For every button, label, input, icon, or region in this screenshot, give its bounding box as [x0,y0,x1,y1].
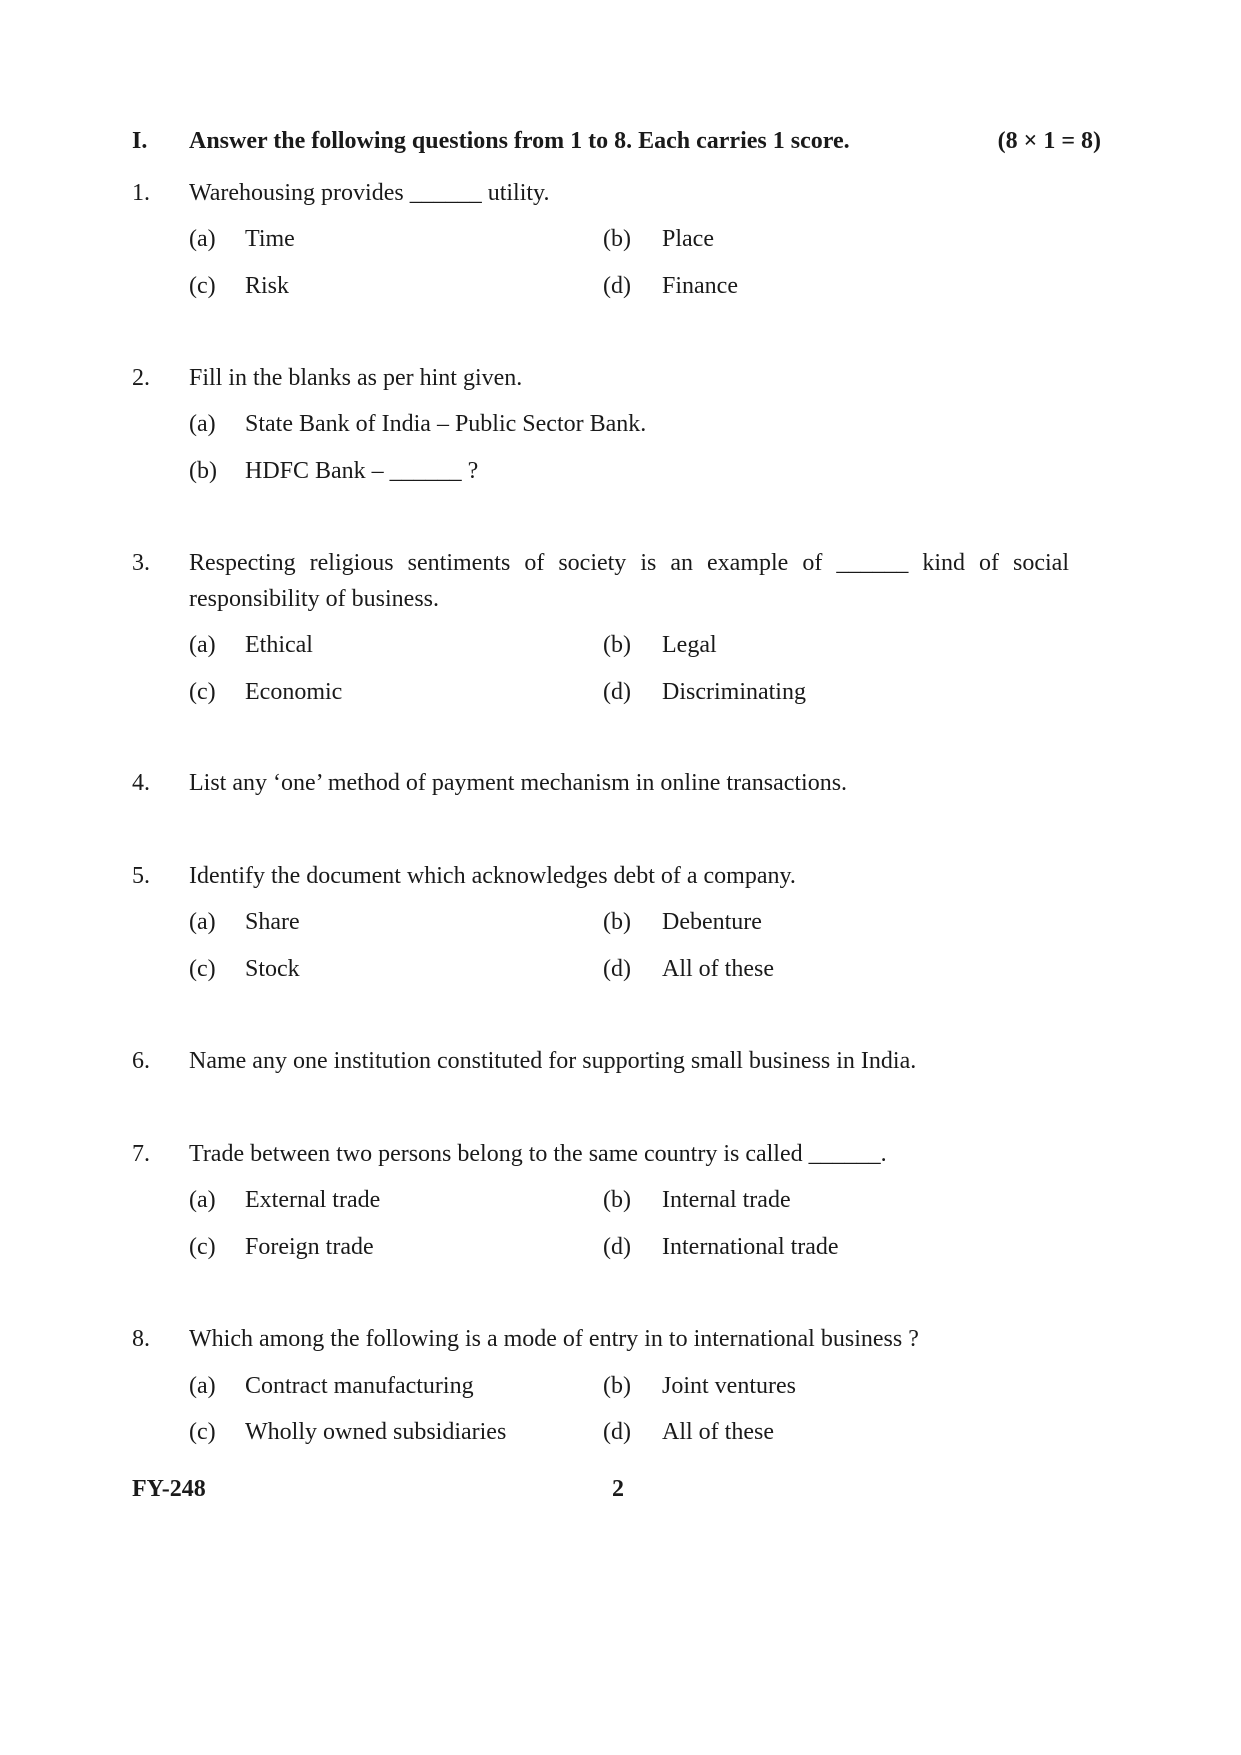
question-4-number: 4. [132,770,150,796]
page-number: 2 [612,1476,624,1502]
option-label: (d) [603,956,631,982]
option-text: Internal trade [662,1187,791,1213]
option-label: (b) [603,909,631,935]
option-text: Discriminating [662,679,806,705]
option-text: State Bank of India – Public Sector Bank. [245,411,647,437]
paper-code: FY-248 [132,1476,206,1502]
option-text: Finance [662,273,738,299]
option-label: (b) [603,1373,631,1399]
question-1-number: 1. [132,180,150,206]
section-marks: (8 × 1 = 8) [997,128,1101,154]
option-label: (c) [189,956,216,982]
option-label: (a) [189,226,216,252]
question-2-number: 2. [132,365,150,391]
option-text: Share [245,909,300,935]
question-5-number: 5. [132,863,150,889]
option-text: International trade [662,1234,839,1260]
question-8-text: Which among the following is a mode of entry in to international business ? [189,1326,919,1352]
option-text: Joint ventures [662,1373,796,1399]
option-text: HDFC Bank – ______ ? [245,458,479,484]
option-text: Place [662,226,714,252]
section-numeral: I. [132,128,148,154]
question-3-text-line2: responsibility of business. [189,586,439,612]
question-1-text: Warehousing provides ______ utility. [189,180,550,206]
option-label: (b) [603,226,631,252]
option-label: (a) [189,411,216,437]
option-label: (c) [189,679,216,705]
option-text: Legal [662,632,717,658]
question-5-text: Identify the document which acknowledges debt of a company. [189,863,796,889]
option-label: (b) [189,458,217,484]
option-text: Risk [245,273,290,299]
option-text: Debenture [662,909,762,935]
question-7-text: Trade between two persons belong to the same country is called ______. [189,1141,887,1167]
question-6-text: Name any one institution constituted for supporting small business in India. [189,1048,917,1074]
option-label: (d) [603,679,631,705]
question-6-number: 6. [132,1048,150,1074]
option-text: All of these [662,956,774,982]
option-text: Time [245,226,295,252]
option-label: (a) [189,1187,216,1213]
question-2-text: Fill in the blanks as per hint given. [189,365,523,391]
section-instruction: Answer the following questions from 1 to 8. Each carries 1 score. [189,128,850,154]
question-3-number: 3. [132,550,150,576]
question-7-number: 7. [132,1141,150,1167]
option-text: Economic [245,679,343,705]
question-3-text-line1: Respecting religious sentiments of society is an example of ______ kind of social [189,550,1069,576]
option-label: (a) [189,1373,216,1399]
option-text: External trade [245,1187,381,1213]
option-text: Ethical [245,632,313,658]
option-label: (c) [189,1419,216,1445]
option-text: All of these [662,1419,774,1445]
question-4-text: List any ‘one’ method of payment mechanism in online transactions. [189,770,848,796]
option-label: (d) [603,1234,631,1260]
option-text: Wholly owned subsidiaries [245,1419,507,1445]
option-label: (c) [189,1234,216,1260]
option-label: (b) [603,632,631,658]
option-text: Contract manufacturing [245,1373,474,1399]
option-label: (a) [189,909,216,935]
option-label: (c) [189,273,216,299]
option-label: (d) [603,1419,631,1445]
option-label: (b) [603,1187,631,1213]
option-label: (a) [189,632,216,658]
question-8-number: 8. [132,1326,150,1352]
option-label: (d) [603,273,631,299]
option-text: Foreign trade [245,1234,374,1260]
option-text: Stock [245,956,300,982]
